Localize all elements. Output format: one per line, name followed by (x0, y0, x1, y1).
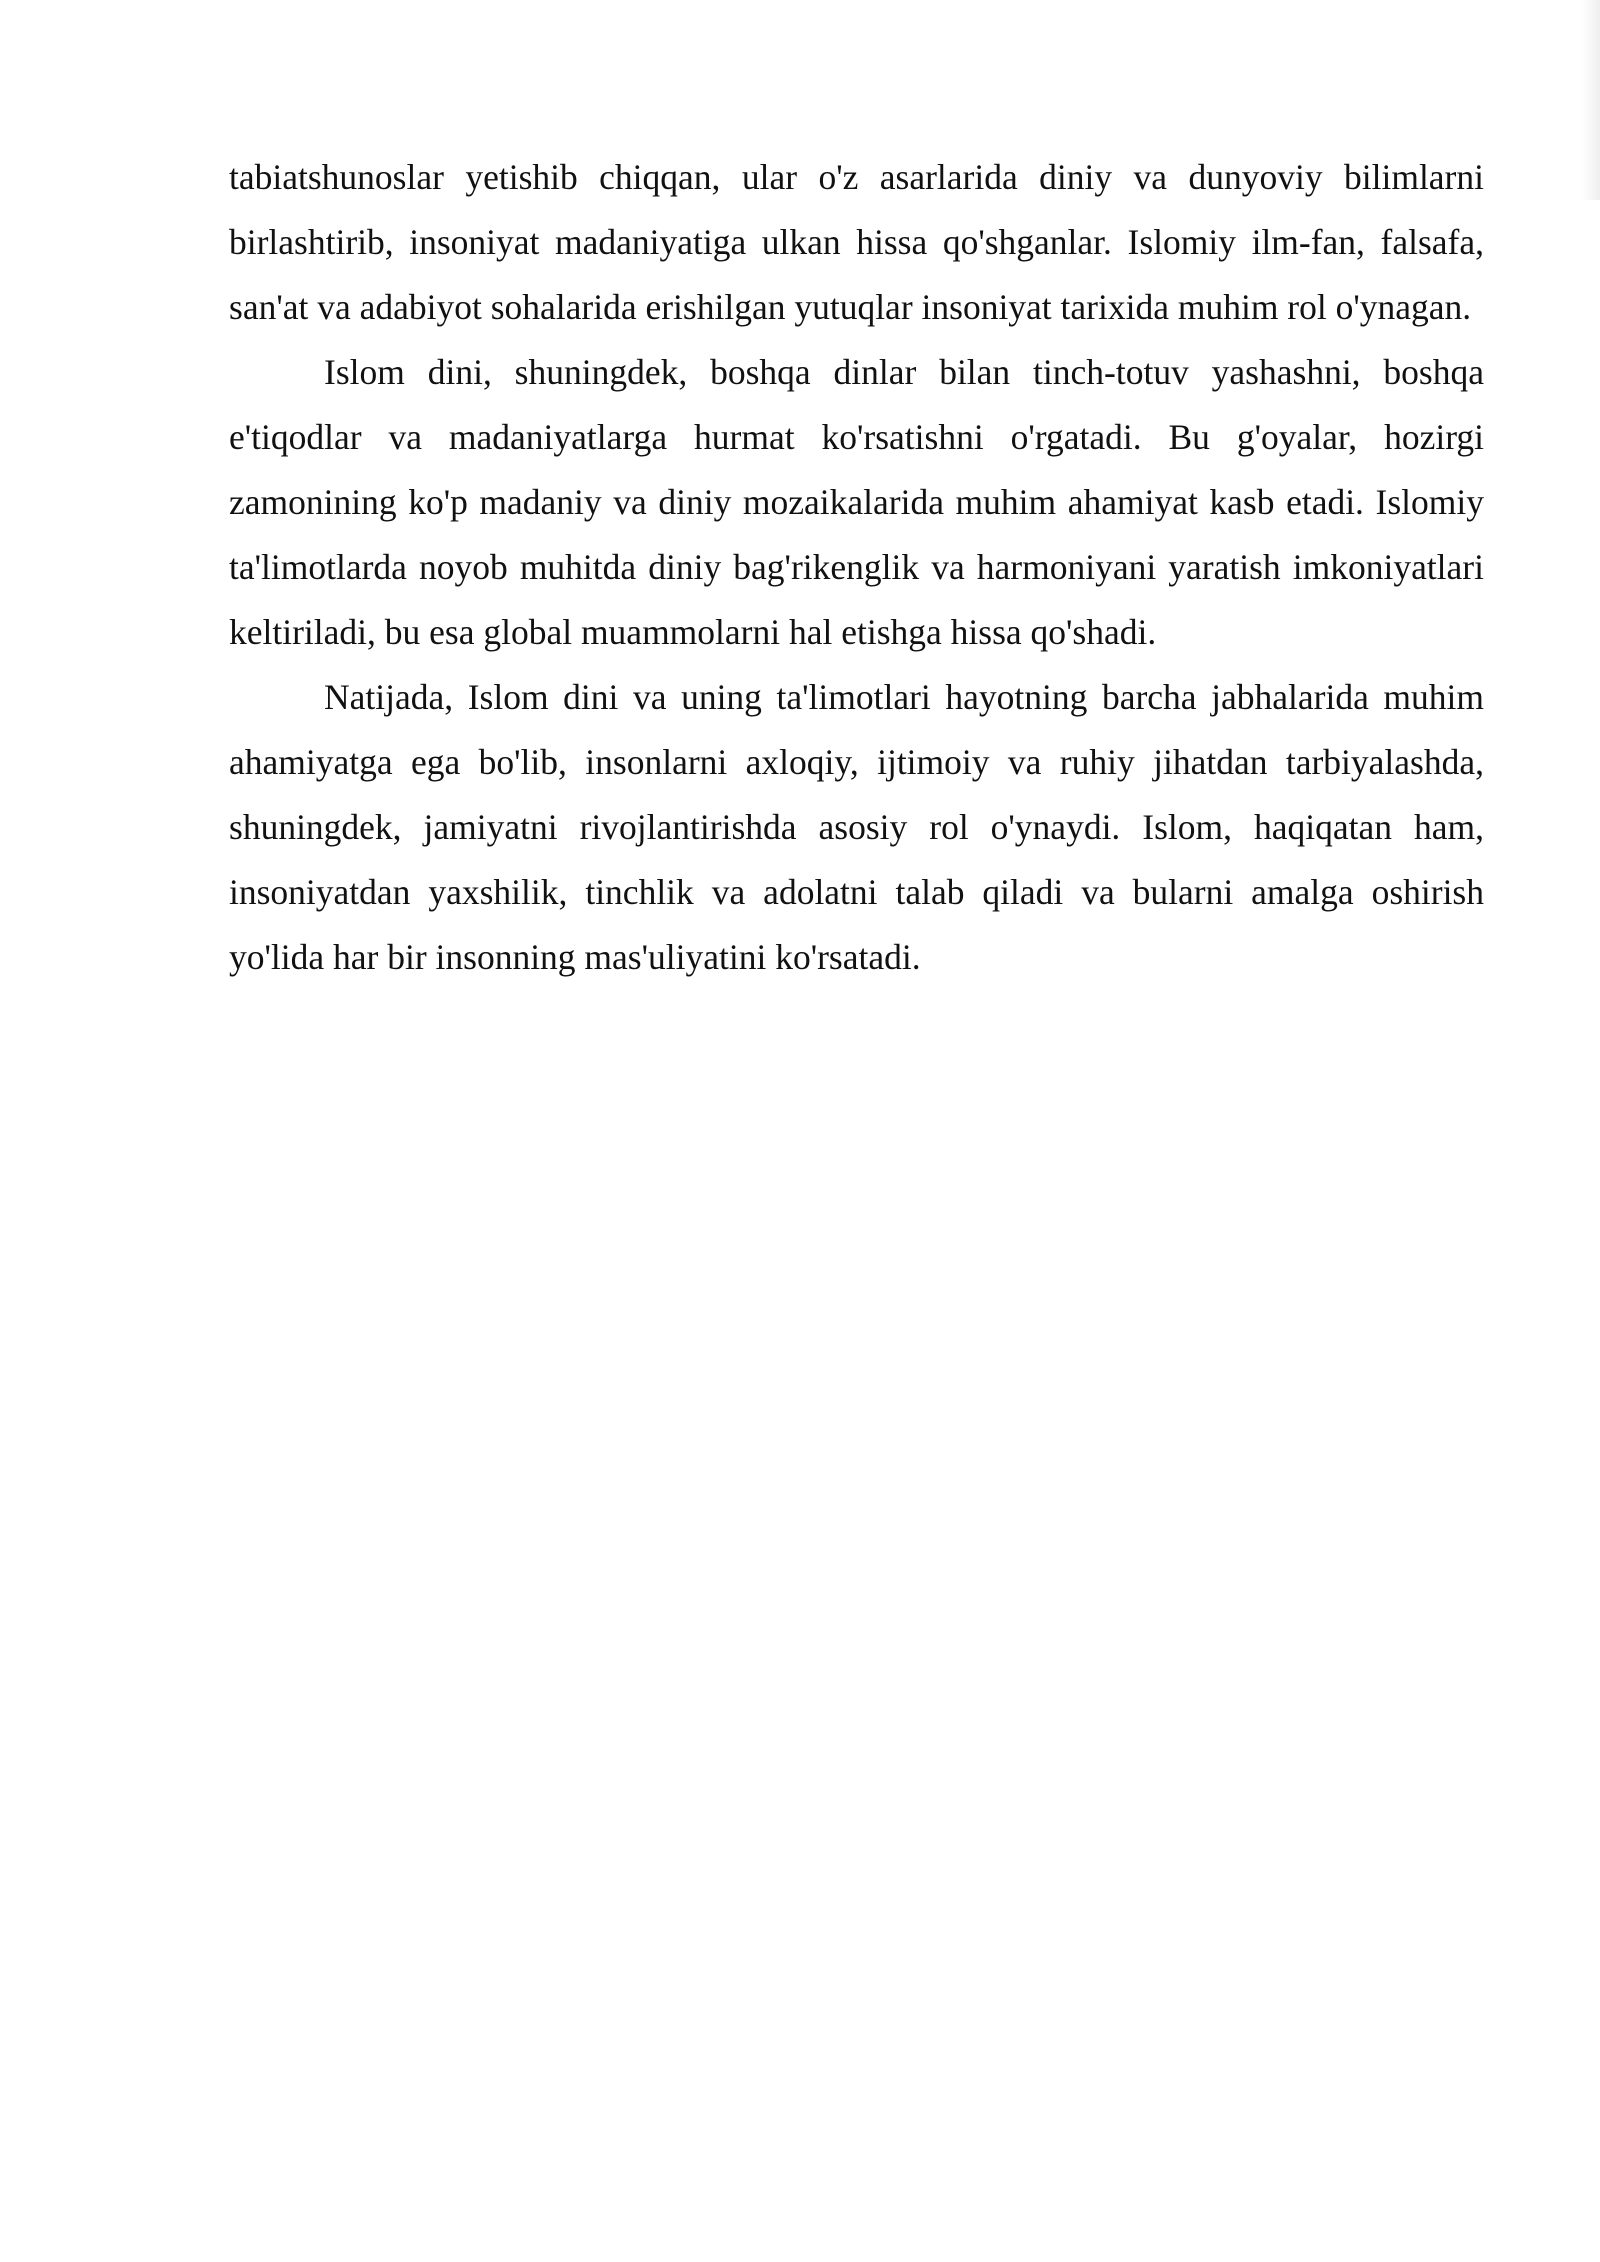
paragraph-conclusion: Natijada, Islom dini va uning ta'limotlari hayotning barcha jabhalarida muhim ahamiyatga ega bo'lib, insonlarni axloqiy, ijtimoiy va ruhiy jihatdan tarbiyalashda, shuningdek, jamiyatni rivojlantirishda asosiy rol o'ynaydi. Islom, haqiqatan ham, insoniyatdan yaxshilik, tinchlik va adolatni talab qiladi va bularni amalga oshirish yo'lida har bir insonning mas'uliyatini ko'rsatadi. (229, 677, 1484, 977)
page-edge-shadow (1582, 0, 1600, 200)
paragraph-tolerance: Islom dini, shuningdek, boshqa dinlar bilan tinch-totuv yashashni, boshqa e'tiqodlar va madaniyatlarga hurmat ko'rsatishni o'rgatadi. Bu g'oyalar, hozirgi zamonining ko'p madaniy va diniy mozaikalarida muhim ahamiyat kasb etadi. Islomiy ta'limotlarda noyob muhitda diniy bag'rikenglik va harmoniyani yaratish imkoniyatlari keltiriladi, bu esa global muammolarni hal etishga hissa qo'shadi. (229, 352, 1484, 652)
paragraph-continued: tabiatshunoslar yetishib chiqqan, ular o'z asarlarida diniy va dunyoviy bilimlarni birlashtirib, insoniyat madaniyatiga ulkan hissa qo'shganlar. Islomiy ilm-fan, falsafa, san'at va adabiyot sohalarida erishilgan yutuqlar insoniyat tarixida muhim rol o'ynagan. (229, 157, 1484, 327)
document-body (229, 145, 1484, 990)
